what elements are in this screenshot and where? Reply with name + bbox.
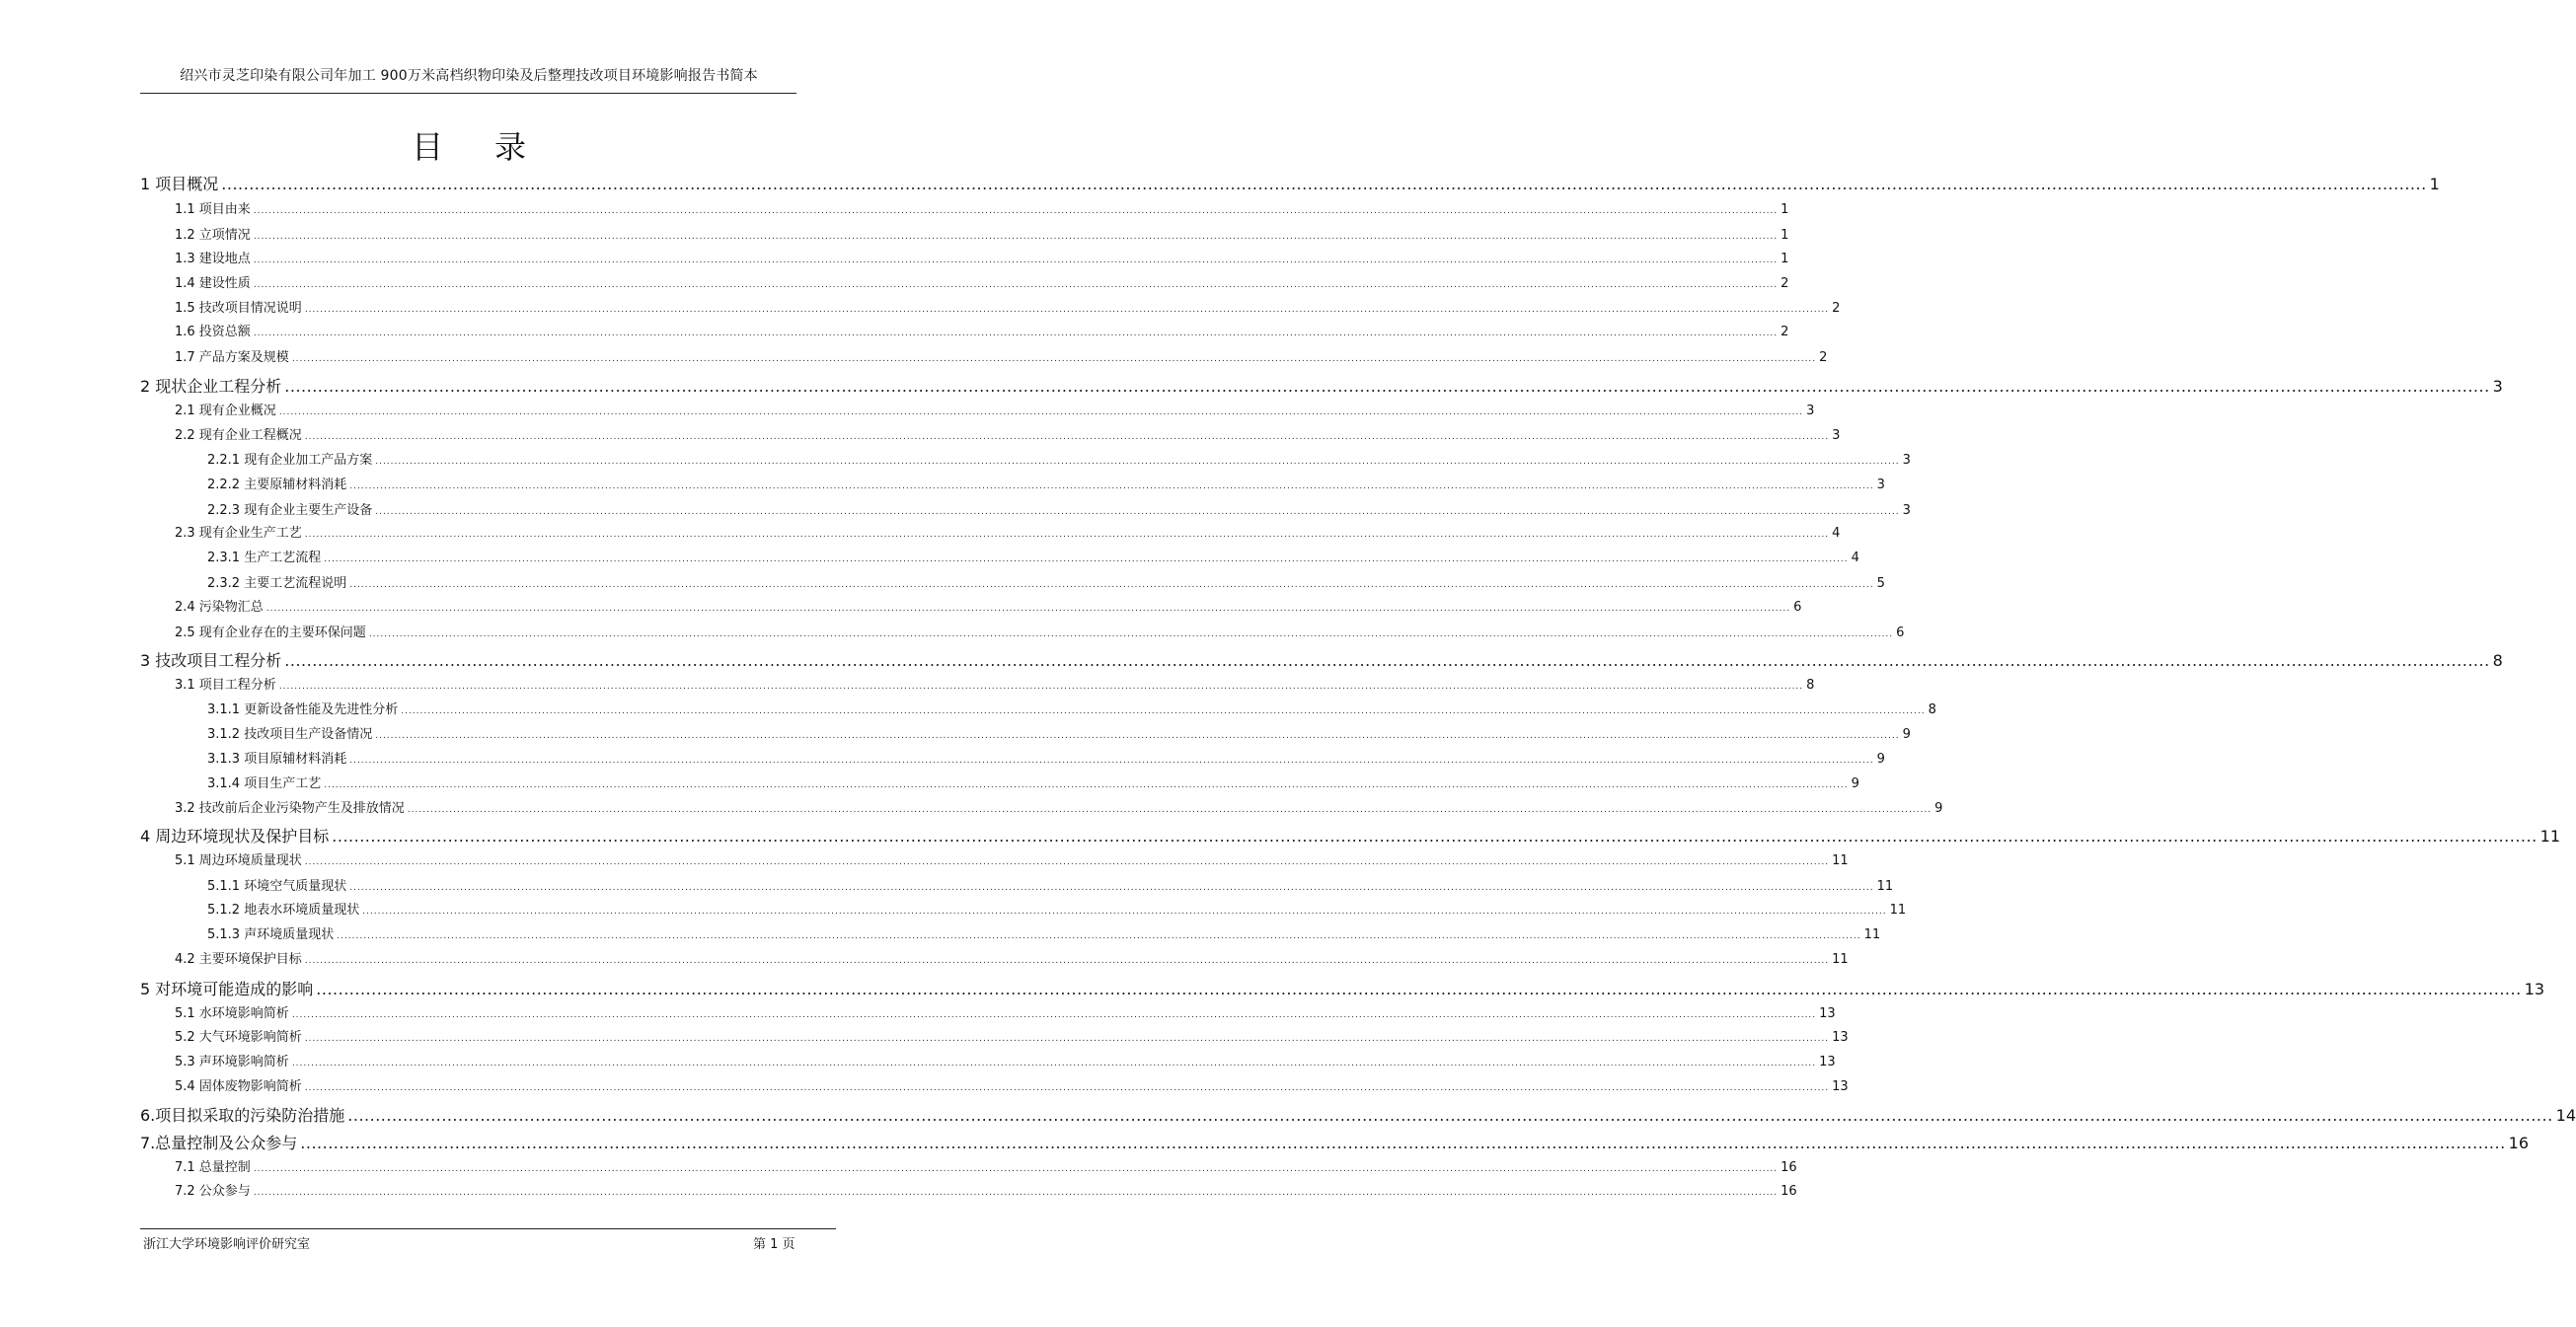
- toc-entry-label: 2.5 现有企业存在的主要环保问题: [175, 626, 366, 640]
- toc-dot-leader: ................................................................................................................................................................................................................................................................................................................................................................................................................: [337, 931, 1861, 941]
- toc-dot-leader: ................................................................................................................................................................................................................................................................................................................................................................................................................: [304, 1034, 1830, 1044]
- toc-dot-leader: ................................................................................................................................................................................................................................................................................................................................................................................................................: [304, 1083, 1830, 1093]
- header-divider: [140, 93, 796, 94]
- toc-dot-leader: ................................................................................................................................................................................................................................................................................................................................................................................................................: [304, 956, 1830, 966]
- toc-dot-leader: ................................................................................................................................................................................................................................................................................................................................................................................................................: [253, 206, 1779, 216]
- toc-entry-label: 3.1.1 更新设备性能及先进性分析: [207, 702, 399, 717]
- toc-entry-label: 3.1 项目工程分析: [175, 678, 276, 693]
- toc-entry-page: 11: [2539, 827, 2561, 846]
- toc-entry-page: 3: [1902, 503, 1911, 518]
- toc-entry-page: 11: [1889, 903, 1907, 918]
- toc-entry-label: 2 现状企业工程分析: [140, 377, 282, 396]
- toc-entry-page: 9: [1851, 776, 1859, 791]
- toc-entry[interactable]: [175, 1180, 1797, 1199]
- toc-entry-page: 8: [1928, 702, 1936, 717]
- toc-entry[interactable]: [207, 699, 1936, 717]
- toc-entry[interactable]: [175, 522, 1841, 541]
- toc-entry-label: 4 周边环境现状及保护目标: [140, 827, 330, 846]
- toc-entry-label: 7.2 公众参与: [175, 1184, 251, 1199]
- toc-entry[interactable]: [207, 547, 1859, 565]
- toc-dot-leader: ................................................................................................................................................................................................................................................................................................................................................................................................................: [278, 682, 1804, 692]
- toc-entry[interactable]: [175, 297, 1841, 316]
- toc-dot-leader: ................................................................................................................................................................................................................................................................................................................................................................................................................: [332, 827, 2538, 846]
- footer-divider: [140, 1228, 836, 1229]
- page-title: 目录: [411, 128, 577, 166]
- toc-entry-page: 13: [1819, 1055, 1836, 1069]
- toc-dot-leader: ................................................................................................................................................................................................................................................................................................................................................................................................................: [291, 1010, 1817, 1020]
- toc-dot-leader: ................................................................................................................................................................................................................................................................................................................................................................................................................: [401, 706, 1926, 716]
- toc-entry[interactable]: [175, 400, 1815, 418]
- toc-entry-page: 3: [1832, 428, 1841, 443]
- toc-entry[interactable]: [207, 899, 1907, 918]
- toc-entry[interactable]: [207, 748, 1885, 767]
- toc-entry-page: 9: [1902, 727, 1911, 742]
- toc-dot-leader: ................................................................................................................................................................................................................................................................................................................................................................................................................: [304, 432, 1830, 442]
- toc-entry[interactable]: [140, 977, 2545, 999]
- toc-entry[interactable]: [140, 374, 2503, 397]
- toc-entry-page: 1: [1780, 202, 1789, 217]
- toc-entry[interactable]: [207, 875, 1894, 894]
- toc-dot-leader: ................................................................................................................................................................................................................................................................................................................................................................................................................: [304, 530, 1830, 540]
- toc-dot-leader: ................................................................................................................................................................................................................................................................................................................................................................................................................: [265, 604, 1791, 614]
- toc-entry[interactable]: [175, 198, 1789, 217]
- toc-entry-label: 3.2 技改前后企业污染物产生及排放情况: [175, 801, 405, 816]
- toc-entry-page: 1: [1780, 228, 1789, 243]
- toc-dot-leader: ................................................................................................................................................................................................................................................................................................................................................................................................................: [291, 354, 1817, 364]
- toc-entry-label: 2.1 现有企业概况: [175, 404, 276, 418]
- toc-entry[interactable]: [175, 1002, 1836, 1021]
- footer-page-number: 第 1 页: [753, 1237, 796, 1252]
- toc-entry-page: 3: [1876, 478, 1885, 492]
- toc-entry[interactable]: [175, 1051, 1836, 1069]
- toc-entry-page: 13: [1819, 1006, 1836, 1021]
- toc-entry[interactable]: [175, 849, 1849, 868]
- toc-entry-label: 6.项目拟采取的污染防治措施: [140, 1106, 345, 1125]
- toc-dot-leader: ................................................................................................................................................................................................................................................................................................................................................................................................................: [278, 407, 1804, 417]
- toc-entry[interactable]: [207, 499, 1911, 518]
- toc-entry[interactable]: [207, 723, 1911, 742]
- toc-entry-label: 3.1.2 技改项目生产设备情况: [207, 727, 373, 742]
- toc-entry[interactable]: [207, 572, 1885, 591]
- toc-entry[interactable]: [207, 923, 1881, 942]
- toc-entry-page: 2: [1832, 301, 1841, 316]
- toc-entry-page: 3: [1806, 404, 1815, 418]
- toc-entry-label: 5.1 周边环境质量现状: [175, 853, 302, 868]
- toc-entry[interactable]: [175, 248, 1789, 266]
- toc-entry-page: 16: [1780, 1160, 1797, 1175]
- toc-entry-page: 6: [1896, 626, 1905, 640]
- toc-entry-page: 11: [1832, 952, 1849, 967]
- toc-entry-label: 1.2 立项情况: [175, 228, 251, 243]
- toc-dot-leader: ................................................................................................................................................................................................................................................................................................................................................................................................................: [375, 507, 1900, 517]
- toc-entry[interactable]: [140, 1131, 2530, 1153]
- toc-entry-label: 5.2 大气环境影响简析: [175, 1030, 302, 1045]
- toc-dot-leader: ................................................................................................................................................................................................................................................................................................................................................................................................................: [253, 329, 1779, 338]
- toc-dot-leader: ................................................................................................................................................................................................................................................................................................................................................................................................................: [253, 232, 1779, 242]
- footer-institution: 浙江大学环境影响评价研究室: [143, 1237, 311, 1252]
- toc-entry-page: 11: [1832, 853, 1849, 868]
- toc-entry-label: 3.1.4 项目生产工艺: [207, 776, 322, 791]
- toc-dot-leader: ................................................................................................................................................................................................................................................................................................................................................................................................................: [324, 554, 1849, 564]
- toc-entry-label: 1.4 建设性质: [175, 276, 251, 291]
- toc-dot-leader: ................................................................................................................................................................................................................................................................................................................................................................................................................: [300, 1134, 2506, 1152]
- toc-entry[interactable]: [175, 1075, 1849, 1094]
- toc-dot-leader: ................................................................................................................................................................................................................................................................................................................................................................................................................: [316, 980, 2522, 998]
- toc-entry[interactable]: [207, 449, 1911, 468]
- toc-entry-label: 2.2.3 现有企业主要生产设备: [207, 503, 373, 518]
- toc-dot-leader: ................................................................................................................................................................................................................................................................................................................................................................................................................: [284, 651, 2490, 670]
- toc-entry-page: 14: [2555, 1106, 2576, 1125]
- toc-dot-leader: ................................................................................................................................................................................................................................................................................................................................................................................................................: [253, 280, 1779, 290]
- toc-entry-page: 6: [1793, 600, 1802, 615]
- toc-entry[interactable]: [175, 1026, 1849, 1045]
- toc-dot-leader: ................................................................................................................................................................................................................................................................................................................................................................................................................: [375, 731, 1900, 741]
- toc-entry-page: 4: [1851, 551, 1859, 565]
- toc-entry-label: 2.2.2 主要原辅材料消耗: [207, 478, 347, 492]
- toc-entry-label: 7.总量控制及公众参与: [140, 1134, 298, 1152]
- toc-dot-leader: ................................................................................................................................................................................................................................................................................................................................................................................................................: [284, 377, 2490, 396]
- toc-entry[interactable]: [140, 1103, 2576, 1126]
- toc-dot-leader: ................................................................................................................................................................................................................................................................................................................................................................................................................: [253, 1188, 1779, 1198]
- toc-entry-page: 13: [1832, 1030, 1849, 1045]
- toc-dot-leader: ................................................................................................................................................................................................................................................................................................................................................................................................................: [347, 1106, 2553, 1125]
- toc-entry-label: 5.4 固体废物影响简析: [175, 1079, 302, 1094]
- toc-entry-label: 2.3.1 生产工艺流程: [207, 551, 322, 565]
- toc-entry-label: 1.3 建设地点: [175, 252, 251, 266]
- toc-dot-leader: ................................................................................................................................................................................................................................................................................................................................................................................................................: [291, 1059, 1817, 1069]
- toc-entry[interactable]: [175, 321, 1789, 339]
- toc-entry-page: 16: [1780, 1184, 1797, 1199]
- toc-entry-label: 3 技改项目工程分析: [140, 651, 282, 670]
- toc-entry-page: 9: [1934, 801, 1943, 816]
- toc-dot-leader: ................................................................................................................................................................................................................................................................................................................................................................................................................: [407, 805, 1932, 815]
- toc-entry[interactable]: [140, 648, 2503, 671]
- toc-dot-leader: ................................................................................................................................................................................................................................................................................................................................................................................................................: [349, 481, 1874, 491]
- toc-dot-leader: ................................................................................................................................................................................................................................................................................................................................................................................................................: [349, 580, 1874, 590]
- toc-entry-label: 2.3.2 主要工艺流程说明: [207, 576, 347, 591]
- toc-entry-label: 2.4 污染物汇总: [175, 600, 264, 615]
- toc-entry[interactable]: [175, 948, 1849, 967]
- toc-entry[interactable]: [175, 224, 1789, 243]
- toc-entry-page: 16: [2508, 1134, 2530, 1152]
- toc-entry-page: 3: [1902, 453, 1911, 468]
- toc-entry-label: 4.2 主要环境保护目标: [175, 952, 302, 967]
- toc-dot-leader: ................................................................................................................................................................................................................................................................................................................................................................................................................: [349, 756, 1874, 766]
- toc-dot-leader: ................................................................................................................................................................................................................................................................................................................................................................................................................: [375, 457, 1900, 467]
- toc-entry[interactable]: [175, 272, 1789, 291]
- toc-entry-page: 5: [1876, 576, 1885, 591]
- toc-entry[interactable]: [175, 596, 1802, 615]
- toc-entry-page: 11: [1876, 879, 1894, 894]
- toc-dot-leader: ................................................................................................................................................................................................................................................................................................................................................................................................................: [324, 780, 1849, 790]
- toc-entry[interactable]: [140, 824, 2561, 847]
- toc-entry-page: 8: [1806, 678, 1815, 693]
- toc-entry[interactable]: [175, 1156, 1797, 1175]
- toc-entry-label: 3.1.3 项目原辅材料消耗: [207, 752, 347, 767]
- toc-entry-page: 8: [2492, 651, 2503, 670]
- toc-dot-leader: ................................................................................................................................................................................................................................................................................................................................................................................................................: [368, 629, 1894, 639]
- toc-entry-label: 1.6 投资总额: [175, 325, 251, 339]
- toc-entry-page: 3: [2492, 377, 2503, 396]
- toc-entry-label: 5.1 水环境影响简析: [175, 1006, 289, 1021]
- toc-entry-label: 2.3 现有企业生产工艺: [175, 526, 302, 541]
- toc-entry-label: 1.1 项目由来: [175, 202, 251, 217]
- toc-entry[interactable]: [207, 773, 1859, 791]
- toc-entry-page: 11: [1863, 927, 1881, 942]
- toc-entry-label: 7.1 总量控制: [175, 1160, 251, 1175]
- toc-dot-leader: ................................................................................................................................................................................................................................................................................................................................................................................................................: [304, 305, 1830, 315]
- toc-entry-page: 1: [2429, 175, 2440, 193]
- toc-entry-label: 1.5 技改项目情况说明: [175, 301, 302, 316]
- toc-entry-label: 1.7 产品方案及规模: [175, 350, 289, 365]
- toc-entry[interactable]: [175, 622, 1905, 640]
- toc-dot-leader: ................................................................................................................................................................................................................................................................................................................................................................................................................: [221, 175, 2427, 193]
- toc-entry-page: 2: [1780, 325, 1789, 339]
- toc-entry-label: 1 项目概况: [140, 175, 219, 193]
- toc-entry-label: 5 对环境可能造成的影响: [140, 980, 314, 998]
- toc-entry[interactable]: [175, 346, 1828, 365]
- toc-entry-page: 9: [1876, 752, 1885, 767]
- toc-entry[interactable]: [207, 474, 1885, 492]
- toc-dot-leader: ................................................................................................................................................................................................................................................................................................................................................................................................................: [253, 256, 1779, 265]
- toc-entry-page: 1: [1780, 252, 1789, 266]
- toc-entry-page: 13: [1832, 1079, 1849, 1094]
- toc-entry-page: 4: [1832, 526, 1841, 541]
- toc-entry-label: 5.3 声环境影响简析: [175, 1055, 289, 1069]
- toc-dot-leader: ................................................................................................................................................................................................................................................................................................................................................................................................................: [253, 1164, 1779, 1174]
- toc-entry[interactable]: [140, 172, 2440, 194]
- toc-entry-page: 13: [2524, 980, 2545, 998]
- toc-dot-leader: ................................................................................................................................................................................................................................................................................................................................................................................................................: [304, 857, 1830, 867]
- toc-entry[interactable]: [175, 674, 1815, 693]
- toc-entry-page: 2: [1819, 350, 1828, 365]
- toc-entry[interactable]: [175, 424, 1841, 443]
- toc-dot-leader: ................................................................................................................................................................................................................................................................................................................................................................................................................: [349, 883, 1874, 893]
- toc-entry-label: 5.1.3 声环境质量现状: [207, 927, 335, 942]
- toc-entry-label: 2.2 现有企业工程概况: [175, 428, 302, 443]
- toc-entry-label: 5.1.2 地表水环境质量现状: [207, 903, 360, 918]
- toc-entry-label: 5.1.1 环境空气质量现状: [207, 879, 347, 894]
- toc-entry-page: 2: [1780, 276, 1789, 291]
- toc-entry[interactable]: [175, 797, 1943, 816]
- toc-entry-label: 2.2.1 现有企业加工产品方案: [207, 453, 373, 468]
- header-title: 绍兴市灵芝印染有限公司年加工 900万米高档织物印染及后整理技改项目环境影响报告书简本: [180, 68, 758, 84]
- toc-dot-leader: ................................................................................................................................................................................................................................................................................................................................................................................................................: [362, 907, 1887, 917]
